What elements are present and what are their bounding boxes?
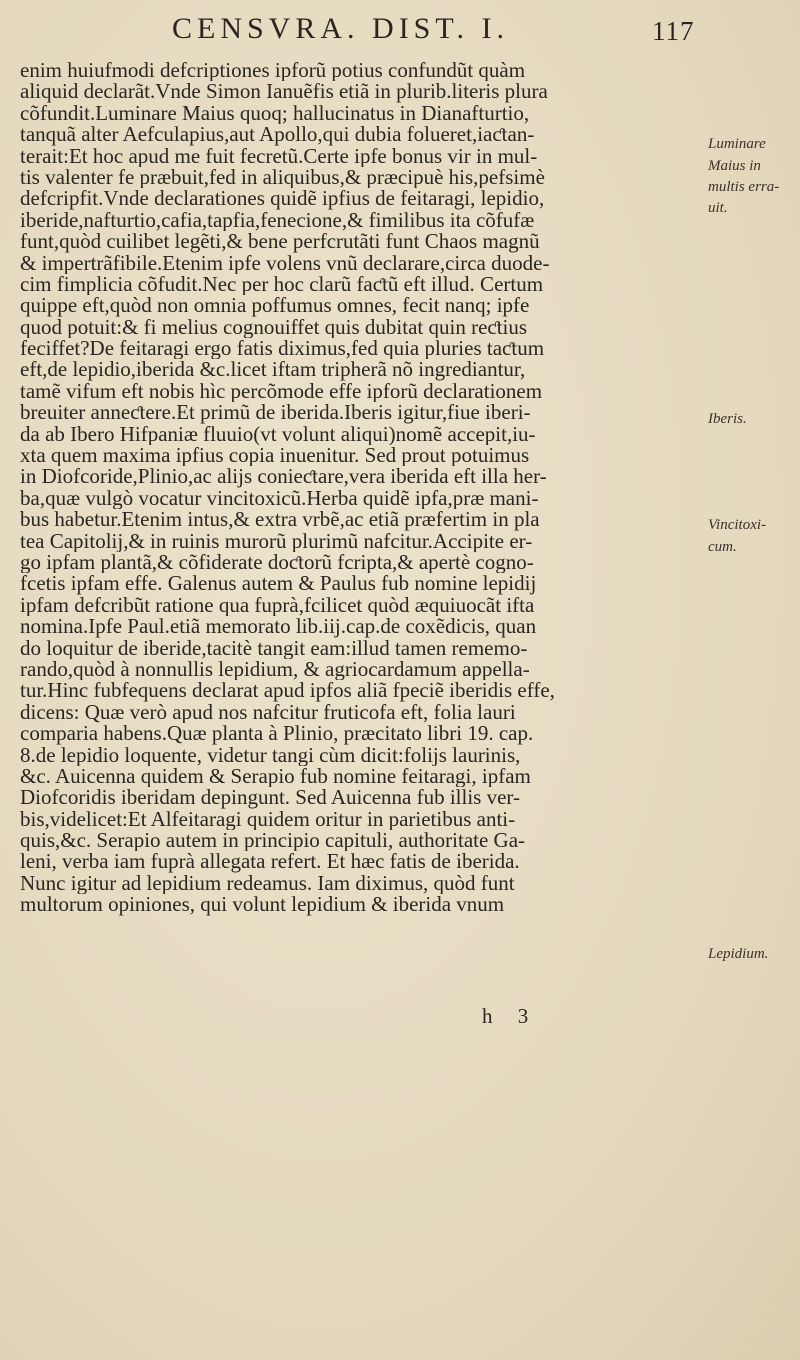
text-line: tea Capitolij,& in ruinis murorũ plurimũ nafcitur.Accipite er- xyxy=(20,530,533,552)
page-header xyxy=(160,6,720,46)
signature-mark: h 3 xyxy=(482,1004,539,1028)
page-number: 117 xyxy=(652,16,695,46)
text-line: da ab Ibero Hifpaniæ fluuio(vt volunt aliqui)nomẽ accepit,iu- xyxy=(20,423,536,446)
margin-note: Lepidium. xyxy=(708,946,769,962)
text-line: quis,&c. Serapio autem in principio capituli, authoritate Ga- xyxy=(20,830,526,852)
text-line: defcripfit.Vnde declarationes quidẽ ipfius de feitaragi, lepidio, xyxy=(20,188,545,210)
text-line: breuiter anneƈtere.Et primũ de iberida.Iberis igitur,fiue iberi- xyxy=(20,402,531,424)
text-line: & impertrãfibile.Etenim ipfe volens vnũ declarare,circa duode- xyxy=(20,252,550,274)
text-line: nomina.Ipfe Paul.etiã memorato lib.iij.cap.de coxẽdicis, quan xyxy=(20,616,537,638)
text-line: bis,videlicet:Et Alfeitaragi quidem oritur in parietibus anti- xyxy=(20,808,516,831)
text-line: comparia habens.Quæ planta à Plinio, præcitato libri 19. cap. xyxy=(20,723,534,745)
text-line: go ipfam plantã,& cõfiderate doƈtorũ fcripta,& apertè cogno- xyxy=(20,551,534,574)
text-line: rando,quòd à nonnullis lepidium, & agriocardamum appella- xyxy=(20,658,530,681)
text-line: dicens: Quæ verò apud nos nafcitur fruticofa eft, folia lauri xyxy=(20,701,516,724)
text-line: leni, verba iam fuprà allegata refert. Et hæc fatis de iberida. xyxy=(20,851,520,873)
text-line: Diofcoridis iberidam depingunt. Sed Auicenna fub illis ver- xyxy=(20,787,520,809)
text-line: ba,quæ vulgò vocatur vincitoxicũ.Herba quidẽ ipfa,præ mani- xyxy=(20,487,539,510)
text-line: tur.Hinc fubfequens declarat apud ipfos aliã fpeciẽ iberidis effe, xyxy=(20,680,555,702)
text-line: in Diofcoride,Plinio,ac alijs conieƈtare,vera iberida eft illa her- xyxy=(20,466,547,488)
margin-note: Maius in xyxy=(708,158,761,174)
text-line: cim fimplicia cõfudit.Nec per hoc clarũ faƈtũ eft illud. Certum xyxy=(20,273,544,296)
text-line: feciffet?De feitaragi ergo fatis diximus,fed quia pluries taƈtum xyxy=(20,338,545,360)
text-line: terait:Et hoc apud me fuit fecretũ.Certe ipfe bonus vir in mul- xyxy=(20,145,538,167)
text-line: bus habetur.Etenim intus,& extra vrbẽ,ac etiã præfertim in pla xyxy=(20,509,540,531)
text-line: quod potuit:& fi melius cognouiffet quis dubitat quin reƈtius xyxy=(20,316,528,339)
text-line: fcetis ipfam effe. Galenus autem & Paulus fub nomine lepidij xyxy=(20,573,537,595)
text-line: xta quem maxima ipfius copia inuenitur. Sed prout potuimus xyxy=(20,445,530,467)
margin-note: Vincitoxi- xyxy=(708,517,767,533)
text-line: aliquid declarãt.Vnde Simon Ianuẽfis etiã in plurib.literis plura xyxy=(20,81,548,103)
text-line: ipfam defcribũt ratione qua fuprà,fcilicet quòd æquiuocãt ifta xyxy=(20,594,535,617)
text-line: tamẽ vifum eft nobis hìc percõmode effe ipforũ declarationem xyxy=(20,380,543,403)
margin-note: uit. xyxy=(708,200,728,216)
text-line: eft,de lepidio,iberida &c.licet iftam tripherã nõ ingrediantur, xyxy=(20,359,526,381)
text-line: &c. Auicenna quidem & Serapio fub nomine feitaragi, ipfam xyxy=(20,765,531,788)
text-line: quippe eft,quòd non omnia poffumus omnes, fecit nanq; ipfe xyxy=(20,295,530,317)
margin-note: cum. xyxy=(708,539,737,555)
text-line: tis valenter fe præbuit,fed in aliquibus,& præcipuè his,pefsimè xyxy=(20,166,545,189)
text-line: do loquitur de iberide,tacitè tangit eam:illud tamen rememo- xyxy=(20,637,528,659)
text-line: iberide,nafturtio,cafia,tapfia,fenecione,& fimilibus ita cõfufæ xyxy=(20,209,535,232)
margin-note: Luminare xyxy=(708,136,766,152)
text-line: funt,quòd cuilibet legẽti,& bene perfcrutãti funt Chaos magnũ xyxy=(20,231,540,253)
text-line: tanquã alter Aefculapius,aut Apollo,qui dubia folueret,iaƈtan- xyxy=(20,124,535,146)
text-line: cõfundit.Luminare Maius quoq; hallucinatus in Dianafturtio, xyxy=(20,102,530,125)
text-line: enim huiufmodi defcriptiones ipforũ potius confundũt quàm xyxy=(20,60,526,82)
main-text xyxy=(20,60,700,916)
text-line: 8.de lepidio loquente, videtur tangi cùm dicit:folijs laurinis, xyxy=(20,744,521,766)
running-head: CENSVRA. DIST. I. xyxy=(172,12,509,45)
text-line: Nunc igitur ad lepidium redeamus. Iam diximus, quòd funt xyxy=(20,872,515,895)
text-line: multorum opiniones, qui volunt lepidium & iberida vnum xyxy=(20,894,505,916)
margin-note: multis erra- xyxy=(708,179,780,195)
margin-note: Iberis. xyxy=(708,411,747,427)
